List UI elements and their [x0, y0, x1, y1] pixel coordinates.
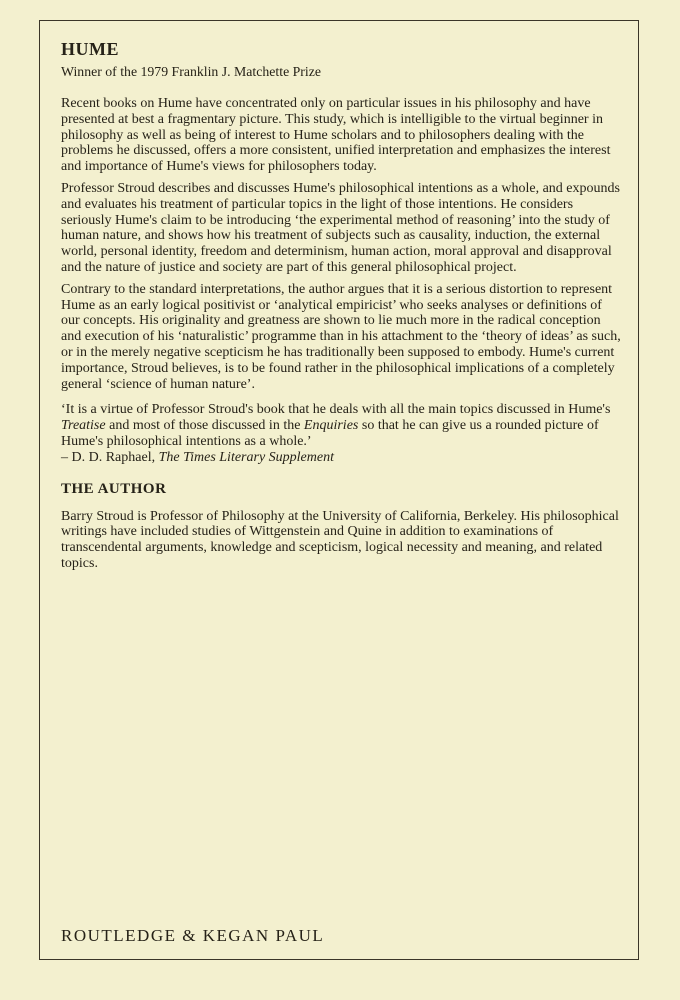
review-quote [61, 402, 621, 449]
review-quote-text-3: so that he can give us a rounded picture of Hume's philosophical intentions as a whole.’ [61, 418, 599, 449]
review-quote-text-1: ‘It is a virtue of Professor Stroud's book that he deals with all the main topics discussed in Hume's [61, 402, 611, 418]
description-paragraph-1: Recent books on Hume have concentrated only on particular issues in his philosophy and have presented at best a fragmentary picture. This study, which is intelligible to the virtual beginner in philosophy as well as being of interest to Hume scholars and to philosophers dealing with the problems he discussed, offers a more consistent, unified interpretation and emphasizes the interest and importance of Hume's views for philosophers today. [61, 96, 611, 175]
description-paragraph-2: Professor Stroud describes and discusses Hume's philosophical intentions as a whole, and expounds and evaluates his treatment of particular topics in the light of those intentions. He considers seriously Hume's claim to be introducing ‘the experimental method of reasoning’ into the study of human nature, and shows how his treatment of subjects such as causality, induction, the external world, personal identity, freedom and determinism, human action, moral approval and disapproval and the nature of justice and society are part of this general philosophical project. [61, 180, 620, 275]
back-cover-content [61, 38, 621, 572]
review-quote-text-2: and most of those discussed in the [105, 418, 304, 434]
review-quote-enquiries: Enquiries [303, 418, 359, 434]
review-attribution [61, 450, 621, 466]
review-attribution-source: The Times Literary Supplement [158, 449, 334, 465]
prize-subtitle: Winner of the 1979 Franklin J. Matchette Prize [61, 64, 321, 79]
review-quote-treatise: Treatise [61, 418, 106, 434]
book-title: HUME [61, 39, 119, 59]
review-attribution-name: – D. D. Raphael, [61, 449, 159, 465]
author-heading: THE AUTHOR [61, 480, 167, 497]
author-bio: Barry Stroud is Professor of Philosophy at the University of California, Berkeley. His philosophical writings have included studies of Wittgenstein and Quine in addition to examinations of transcendental arguments, knowledge and scepticism, logical necessity and meaning, and related topics. [61, 508, 619, 571]
description-paragraph-3: Contrary to the standard interpretations, the author argues that it is a serious distortion to represent Hume as an early logical positivist or ‘analytical empiricist’ who seeks analyses or definitions of our concepts. His originality and greatness are shown to lie much more in the radical conception and execution of his ‘naturalistic’ programme than in his attachment to the ‘theory of ideas’ as such, or in the merely negative scepticism he has traditionally been supposed to embody. Hume's current importance, Stroud believes, is to be found rather in the philosophical implications of a completely general ‘science of human nature’. [61, 281, 621, 392]
publisher-name: ROUTLEDGE & KEGAN PAUL [61, 926, 325, 945]
